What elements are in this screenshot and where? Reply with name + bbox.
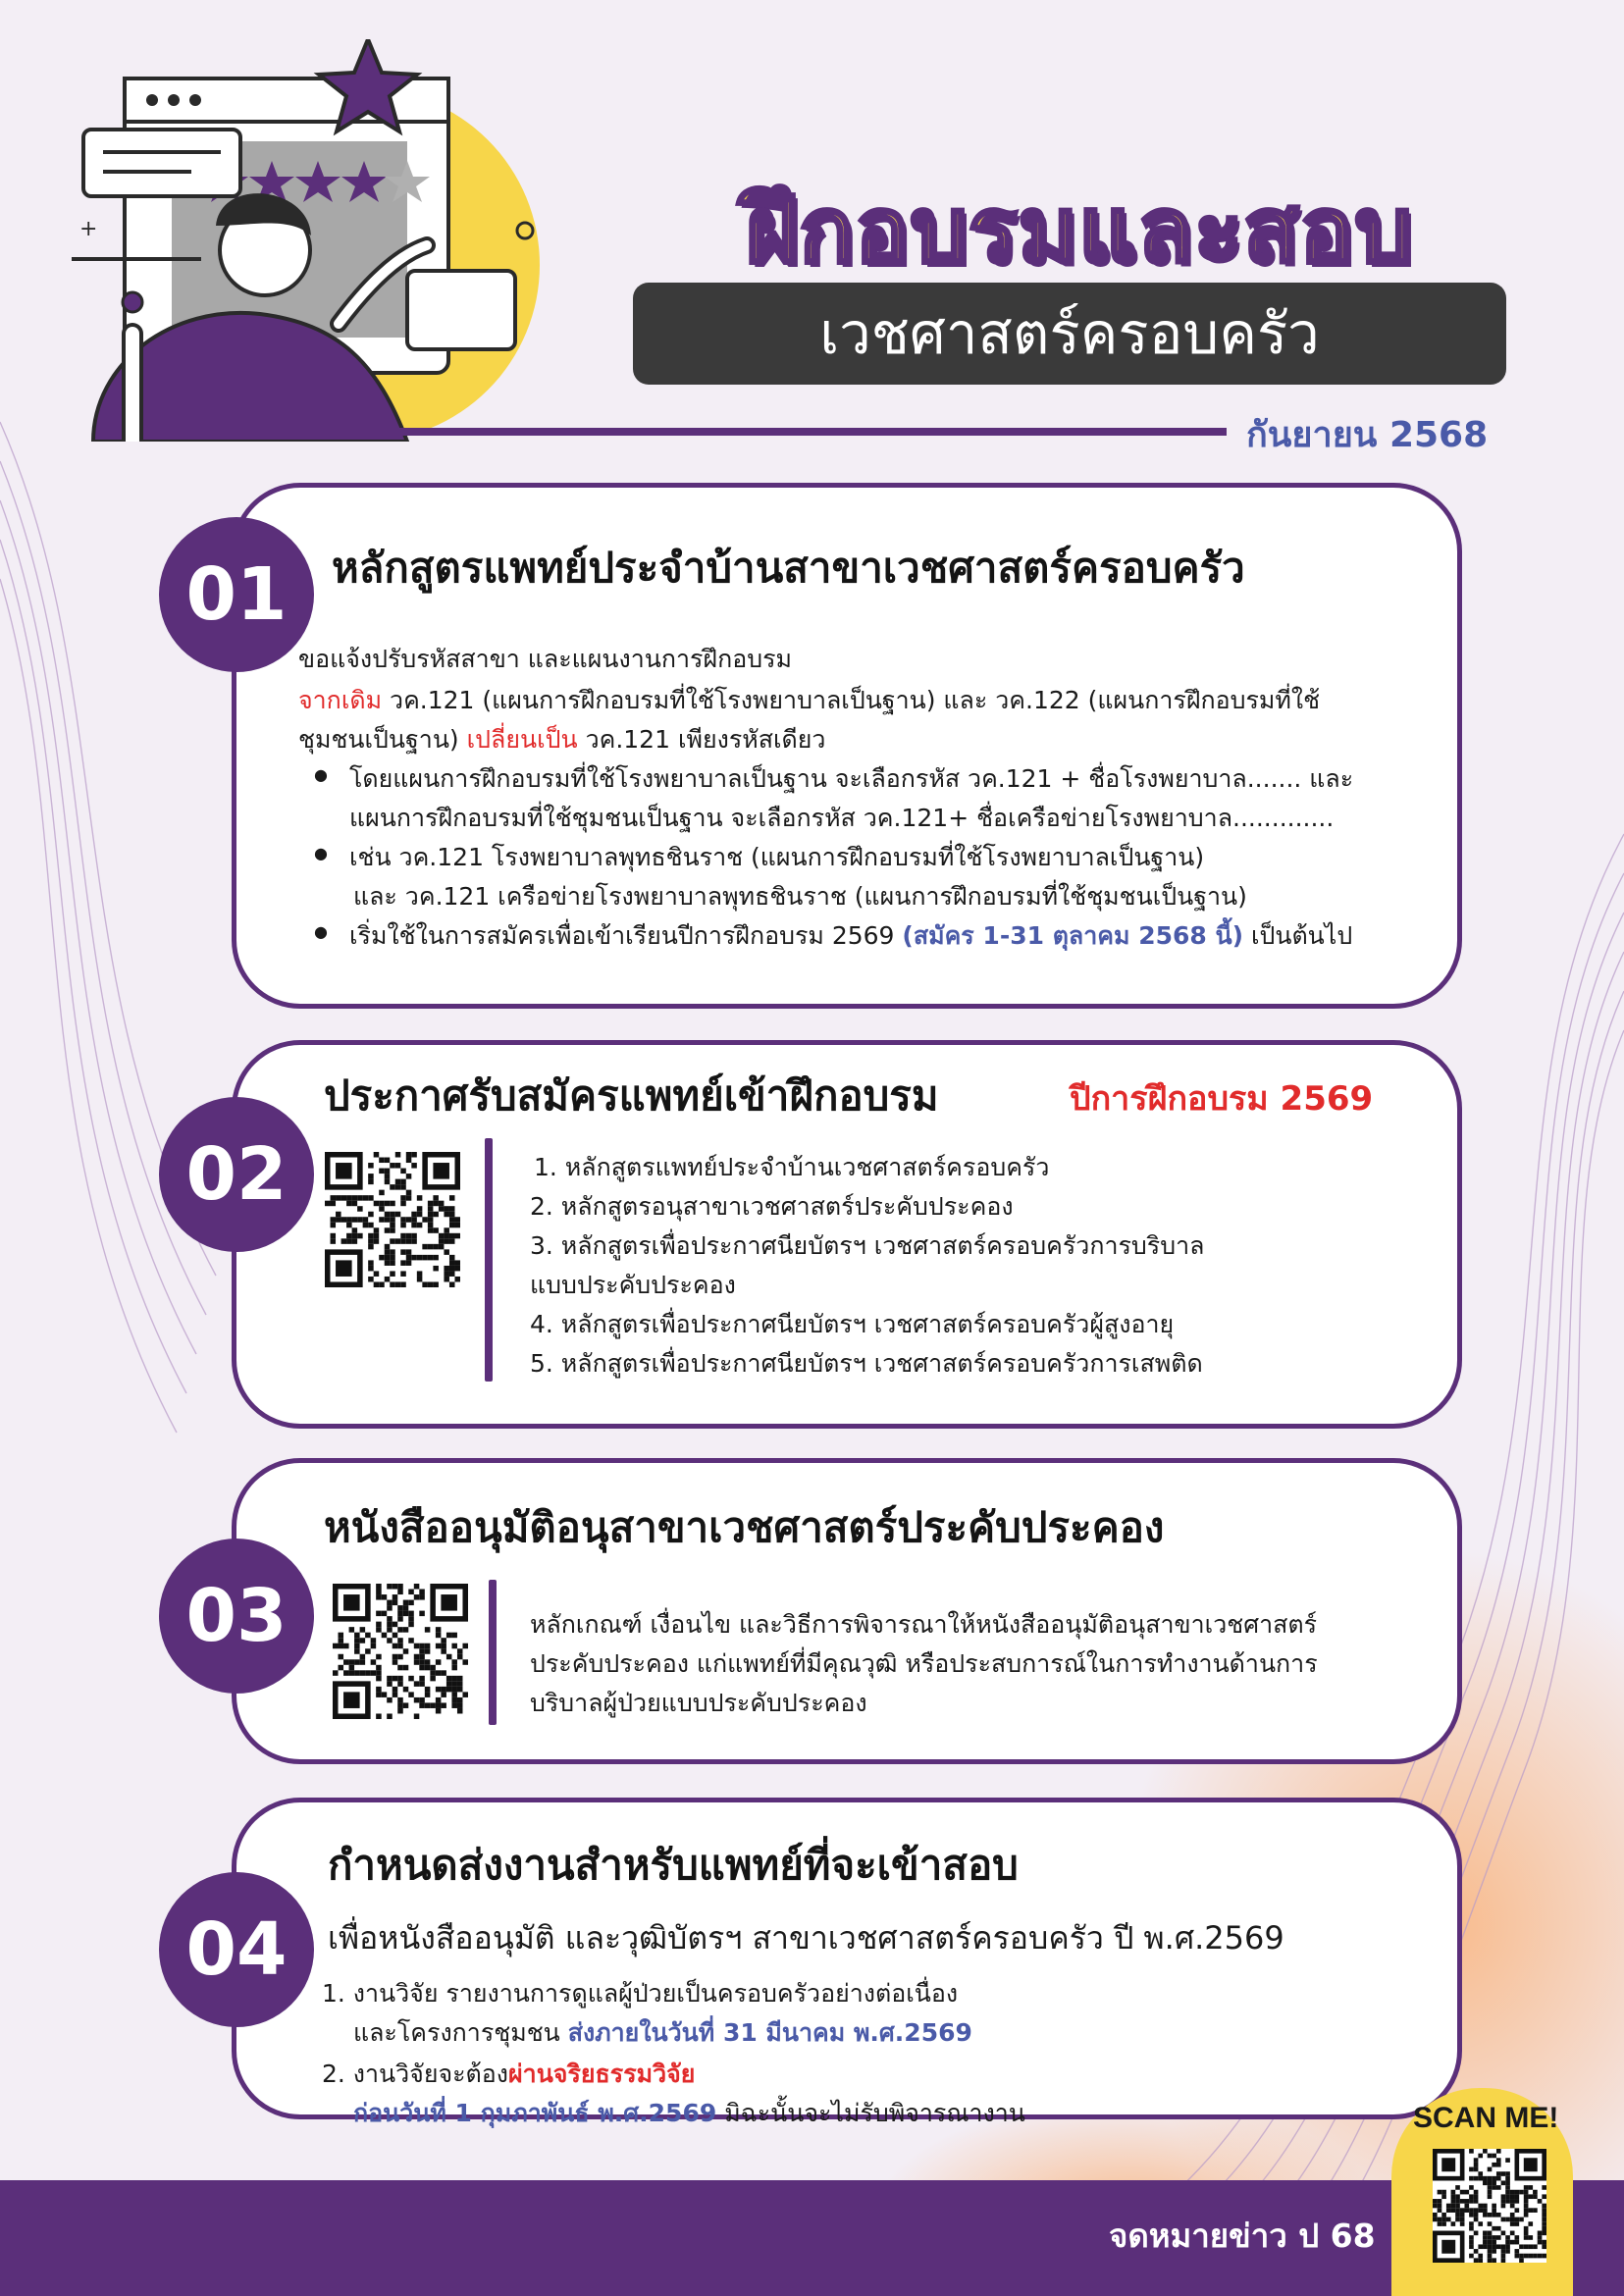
section-01-bullet-2b: และ วค.121 เครือข่ายโรงพยาบาลพุทธชินราช (แผนการฝึกอบรมที่ใช้ชุมชนเป็นฐาน) — [353, 882, 1247, 911]
section-03-line-2: ประคับประคอง แก่แพทย์ที่มีคุณวุฒิ หรือประสบการณ์ในการทำงานด้านการ — [530, 1649, 1318, 1678]
section-02-item-5: 5. หลักสูตรเพื่อประกาศนียบัตรฯ เวชศาสตร์ครอบครัวการเสพติด — [530, 1349, 1203, 1378]
section-title-04: กำหนดส่งงานสำหรับแพทย์ที่จะเข้าสอบ — [328, 1833, 1019, 1898]
section-02-item-3b: แบบประคับประคอง — [530, 1271, 736, 1299]
footer-text: จดหมายข่าว ป 68 — [1109, 2217, 1376, 2255]
section-02-item-1: 1. หลักสูตรแพทย์ประจำบ้านเวชศาสตร์ครอบครัว — [534, 1153, 1050, 1181]
qr-code-icon[interactable] — [1433, 2149, 1546, 2263]
section-01-line3: ชุมชนเป็นฐาน) เปลี่ยนเป็น วค.121 เพียงรหัสเดียว — [298, 725, 826, 754]
svg-text:+: + — [79, 217, 98, 241]
section-number-01: 01 — [159, 517, 314, 672]
section-04-subtitle: เพื่อหนังสืออนุมัติ และวุฒิบัตรฯ สาขาเวชศาสตร์ครอบครัว ปี พ.ศ.2569 — [328, 1919, 1284, 1957]
person-illustration — [54, 39, 564, 442]
section-01-line2: จากเดิม วค.121 (แผนการฝึกอบรมที่ใช้โรงพยาบาลเป็นฐาน) และ วค.122 (แผนการฝึกอบรมที่ใช้ — [298, 686, 1321, 714]
section-02-item-4: 4. หลักสูตรเพื่อประกาศนียบัตรฯ เวชศาสตร์ครอบครัวผู้สูงอายุ — [530, 1310, 1175, 1338]
section-01-bullet-2a: ● เช่น วค.121 โรงพยาบาลพุทธชินราช (แผนการฝึกอบรมที่ใช้โรงพยาบาลเป็นฐาน) — [349, 838, 1204, 877]
section-01-intro: ขอแจ้งปรับรหัสสาขา และแผนงานการฝึกอบรม — [298, 645, 793, 673]
section-01-bullet-3: ● เริ่มใช้ในการสมัครเพื่อเข้าเรียนปีการฝึกอบรม 2569 (สมัคร 1-31 ตุลาคม 2568 นี้) เป็นต้นไป — [349, 916, 1352, 956]
section-title-01: หลักสูตรแพทย์ประจำบ้านสาขาเวชศาสตร์ครอบครัว — [332, 536, 1245, 600]
qr-code-icon[interactable] — [324, 1152, 461, 1287]
section-title-02: ประกาศรับสมัครแพทย์เข้าฝึกอบรม — [324, 1064, 939, 1128]
section-04-item-2a: 2. งานวิจัยจะต้องผ่านจริยธรรมวิจัย — [322, 2060, 696, 2088]
section-title-03: หนังสืออนุมัติอนุสาขาเวชศาสตร์ประคับประคอง — [324, 1495, 1164, 1560]
divider — [485, 1138, 493, 1382]
footer-bar — [0, 2180, 1624, 2296]
divider — [489, 1580, 497, 1725]
section-02-item-2: 2. หลักสูตรอนุสาขาเวชศาสตร์ประคับประคอง — [530, 1192, 1014, 1221]
section-04-item-1a: 1. งานวิจัย รายงานการดูแลผู้ป่วยเป็นครอบครัวอย่างต่อเนื่อง — [322, 1979, 959, 2008]
page-subtitle: เวชศาสตร์ครอบครัว — [633, 283, 1506, 385]
section-number-03: 03 — [159, 1539, 314, 1694]
section-number-02: 02 — [159, 1097, 314, 1252]
section-01-bullet-1b: แผนการฝึกอบรมที่ใช้ชุมชนเป็นฐาน จะเลือกรหัส วค.121+ ชื่อเครือข่ายโรงพยาบาล............. — [349, 804, 1335, 832]
section-03-line-3: บริบาลผู้ป่วยแบบประคับประคอง — [530, 1689, 867, 1717]
section-04-item-2b: ก่อนวันที่ 1 กุมภาพันธ์ พ.ศ.2569 มิฉะนั้นจะไม่รับพิจารณางาน — [353, 2099, 1025, 2127]
page-title: ฝึกอบรมและสอบ — [745, 178, 1414, 283]
issue-date: กันยายน 2568 — [1246, 415, 1489, 455]
section-04-item-1b: และโครงการชุมชน ส่งภายในวันที่ 31 มีนาคม พ.ศ.2569 — [353, 2018, 972, 2047]
section-02-item-3: 3. หลักสูตรเพื่อประกาศนียบัตรฯ เวชศาสตร์ครอบครัวการบริบาล — [530, 1231, 1205, 1260]
qr-code-icon[interactable] — [332, 1584, 469, 1719]
section-01-bullet-1a: ● โดยแผนการฝึกอบรมที่ใช้โรงพยาบาลเป็นฐาน จะเลือกรหัส วค.121 + ชื่อโรงพยาบาล....... และ — [349, 759, 1353, 799]
divider — [385, 428, 1227, 436]
section-03-line-1: หลักเกณฑ์ เงื่อนไข และวิธีการพิจารณาให้หนังสืออนุมัติอนุสาขาเวชศาสตร์ — [530, 1610, 1318, 1639]
section-number-04: 04 — [159, 1872, 314, 2027]
scan-label: SCAN ME! — [1413, 2102, 1559, 2134]
section-02-year: ปีการฝึกอบรม 2569 — [1070, 1079, 1374, 1119]
